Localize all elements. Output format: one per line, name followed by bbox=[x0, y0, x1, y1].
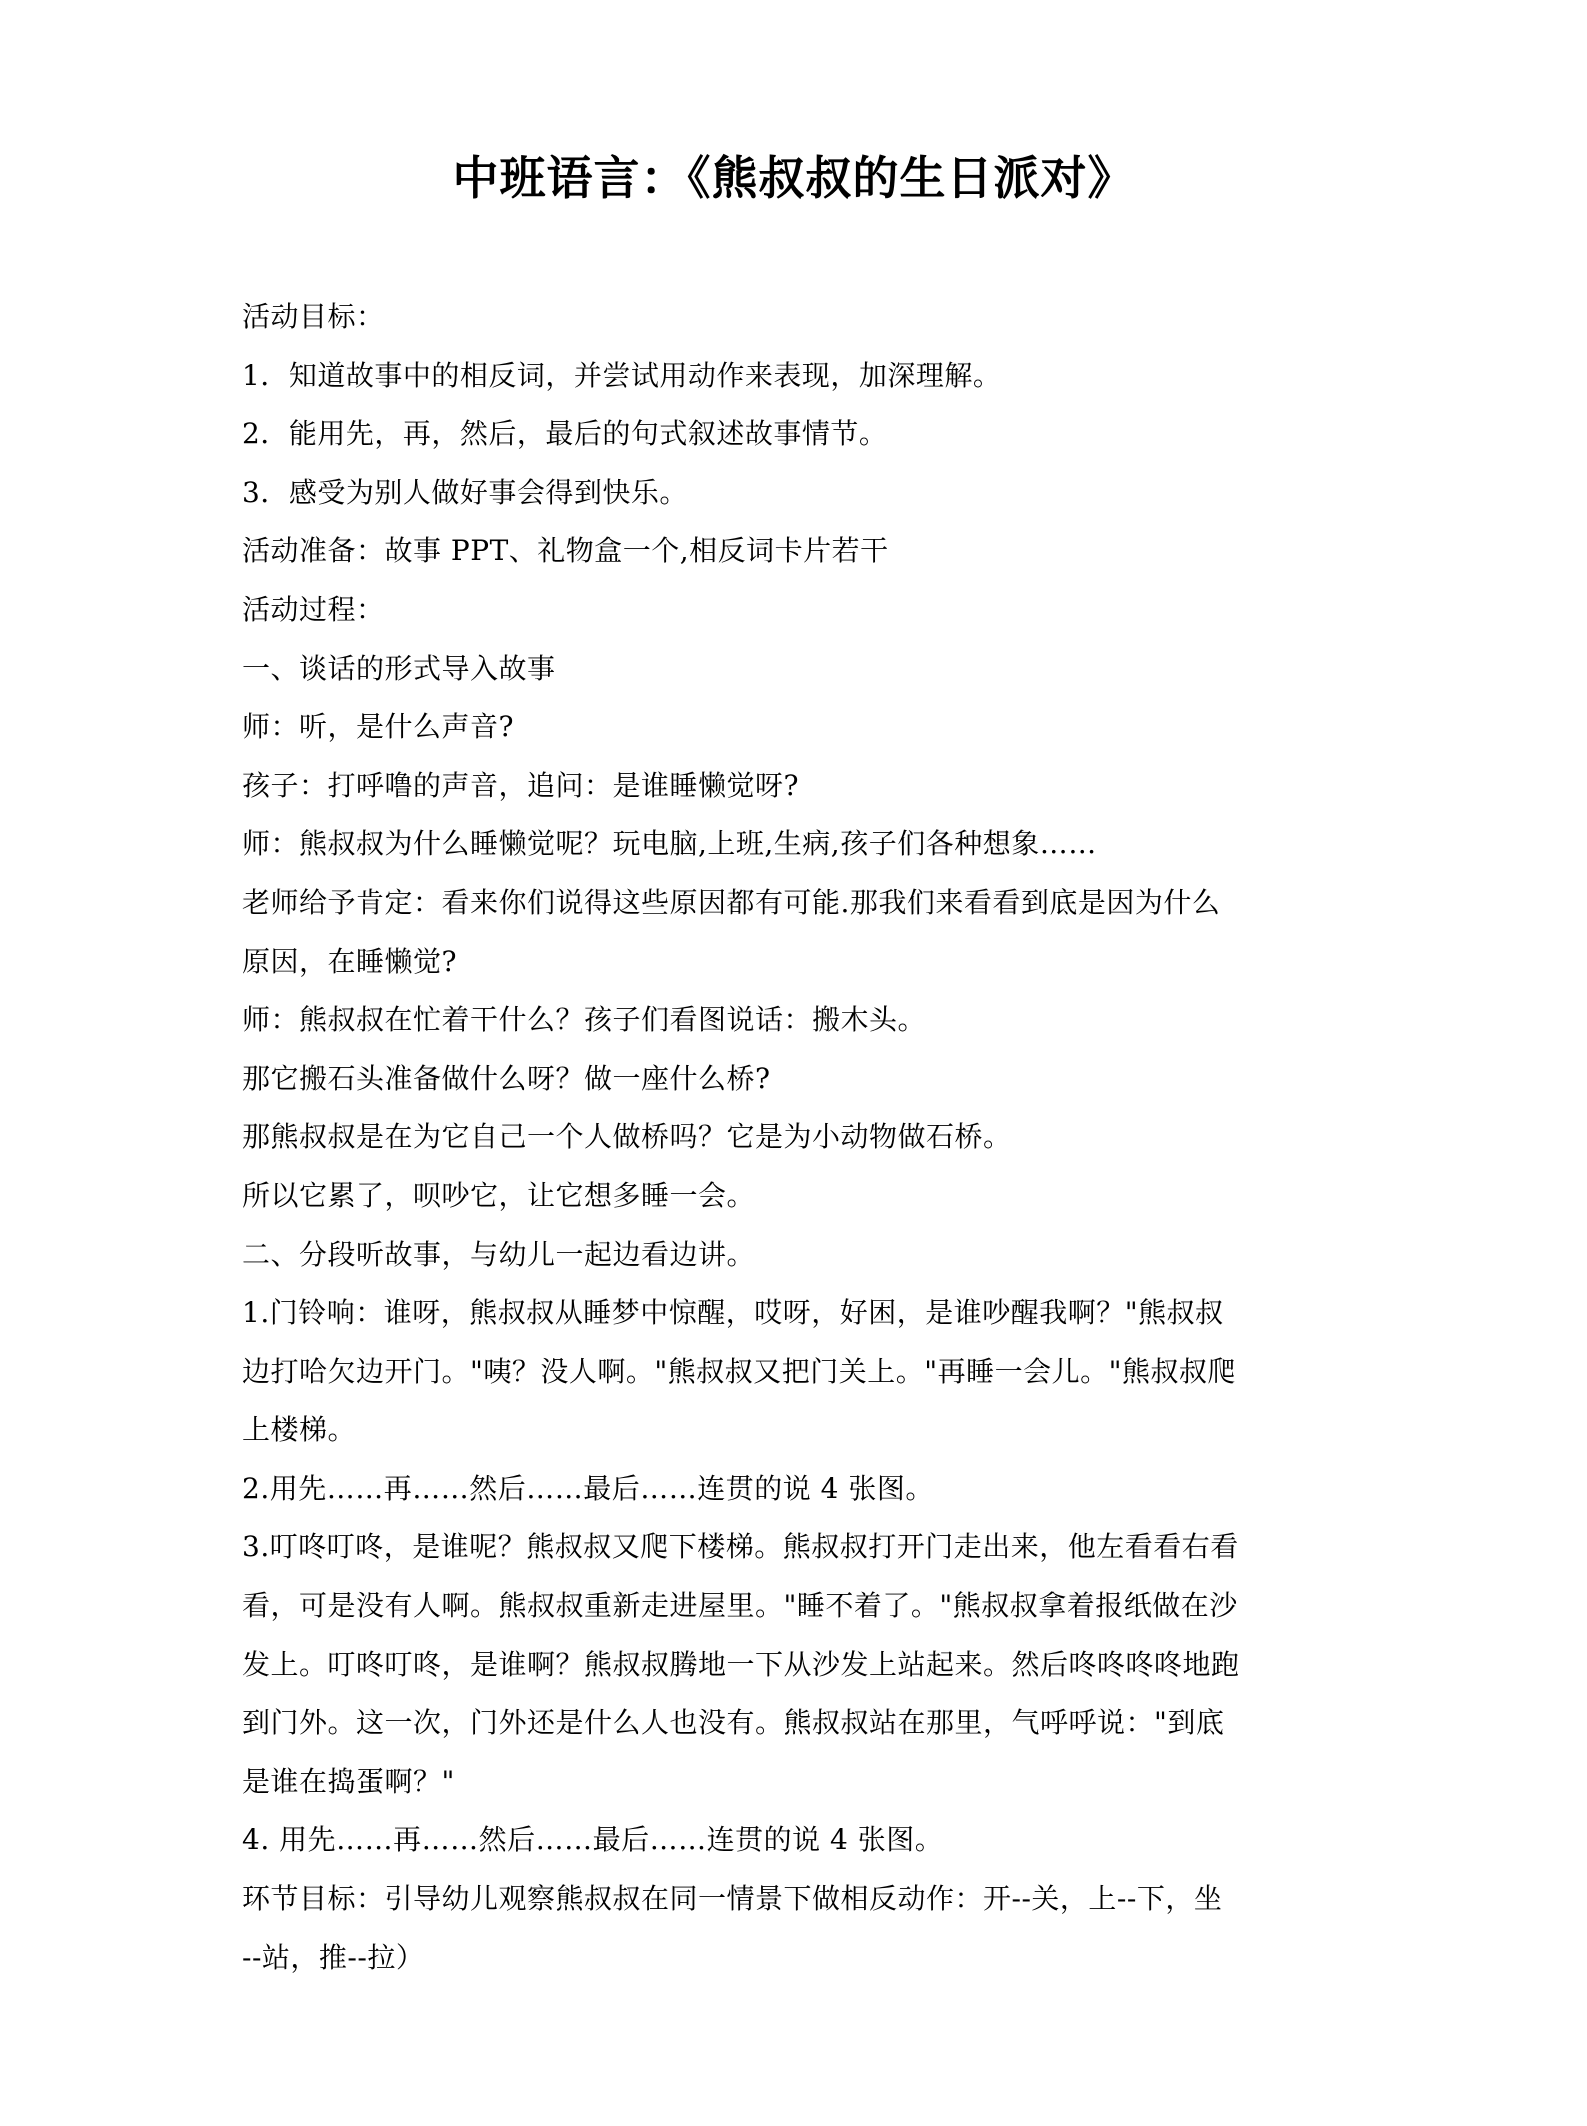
paragraph-line: 上楼梯。 bbox=[242, 1413, 357, 1447]
objective-item: 1．知道故事中的相反词，并尝试用动作来表现，加深理解。 bbox=[242, 358, 1002, 392]
paragraph-line: 孩子：打呼噜的声音，追问：是谁睡懒觉呀? bbox=[242, 768, 800, 802]
section-heading-objectives: 活动目标： bbox=[242, 300, 385, 333]
paragraph-line: 原因，在睡懒觉? bbox=[242, 944, 458, 978]
preparation-line: 活动准备：故事 PPT、礼物盒一个,相反词卡片若干 bbox=[242, 534, 889, 568]
paragraph-line: 是谁在捣蛋啊？" bbox=[242, 1764, 455, 1798]
paragraph-line: 师：熊叔叔在忙着干什么？孩子们看图说话：搬木头。 bbox=[242, 1003, 927, 1037]
paragraph-line: 1.门铃响：谁呀，熊叔叔从睡梦中惊醒，哎呀，好困，是谁吵醒我啊？"熊叔叔 bbox=[242, 1296, 1224, 1330]
paragraph-line: 所以它累了，呗吵它，让它想多睡一会。 bbox=[242, 1178, 756, 1212]
step-heading: 二、分段听故事，与幼儿一起边看边讲。 bbox=[242, 1237, 756, 1271]
paragraph-line: --站，推--拉） bbox=[242, 1940, 425, 1974]
paragraph-line: 3.叮咚叮咚，是谁呢？熊叔叔又爬下楼梯。熊叔叔打开门走出来，他左看看右看 bbox=[242, 1530, 1239, 1564]
paragraph-line: 那熊叔叔是在为它自己一个人做桥吗？它是为小动物做石桥。 bbox=[242, 1120, 1012, 1154]
paragraph-line: 看，可是没有人啊。熊叔叔重新走进屋里。"睡不着了。"熊叔叔拿着报纸做在沙 bbox=[242, 1589, 1238, 1623]
paragraph-line: 那它搬石头准备做什么呀？做一座什么桥? bbox=[242, 1061, 771, 1095]
section-heading-process: 活动过程： bbox=[242, 592, 385, 626]
paragraph-line: 边打哈欠边开门。"咦？没人啊。"熊叔叔又把门关上。"再睡一会儿。"熊叔叔爬 bbox=[242, 1354, 1237, 1388]
objective-item: 2．能用先，再，然后，最后的句式叙述故事情节。 bbox=[242, 417, 888, 451]
paragraph-line: 师：熊叔叔为什么睡懒觉呢？玩电脑,上班,生病,孩子们各种想象…… bbox=[242, 827, 1097, 861]
objective-item: 3．感受为别人做好事会得到快乐。 bbox=[242, 475, 688, 509]
document-body bbox=[242, 288, 1364, 1987]
paragraph-line: 4. 用先……再……然后……最后……连贯的说 4 张图。 bbox=[242, 1823, 944, 1857]
paragraph-line: 到门外。这一次，门外还是什么人也没有。熊叔叔站在那里，气呼呼说："到底 bbox=[242, 1706, 1225, 1740]
paragraph-line: 老师给予肯定：看来你们说得这些原因都有可能.那我们来看看到底是因为什么 bbox=[242, 885, 1221, 919]
paragraph-line: 2.用先……再……然后……最后……连贯的说 4 张图。 bbox=[242, 1471, 934, 1505]
step-heading: 一、谈话的形式导入故事 bbox=[242, 651, 556, 685]
paragraph-line: 师：听，是什么声音? bbox=[242, 710, 515, 744]
paragraph-line: 环节目标：引导幼儿观察熊叔叔在同一情景下做相反动作：开--关，上--下，坐 bbox=[242, 1882, 1223, 1916]
page-title: 中班语言：《熊叔叔的生日派对》 bbox=[452, 151, 1135, 205]
paragraph-line: 发上。叮咚叮咚，是谁啊？熊叔叔腾地一下从沙发上站起来。然后咚咚咚咚地跑 bbox=[242, 1647, 1240, 1681]
